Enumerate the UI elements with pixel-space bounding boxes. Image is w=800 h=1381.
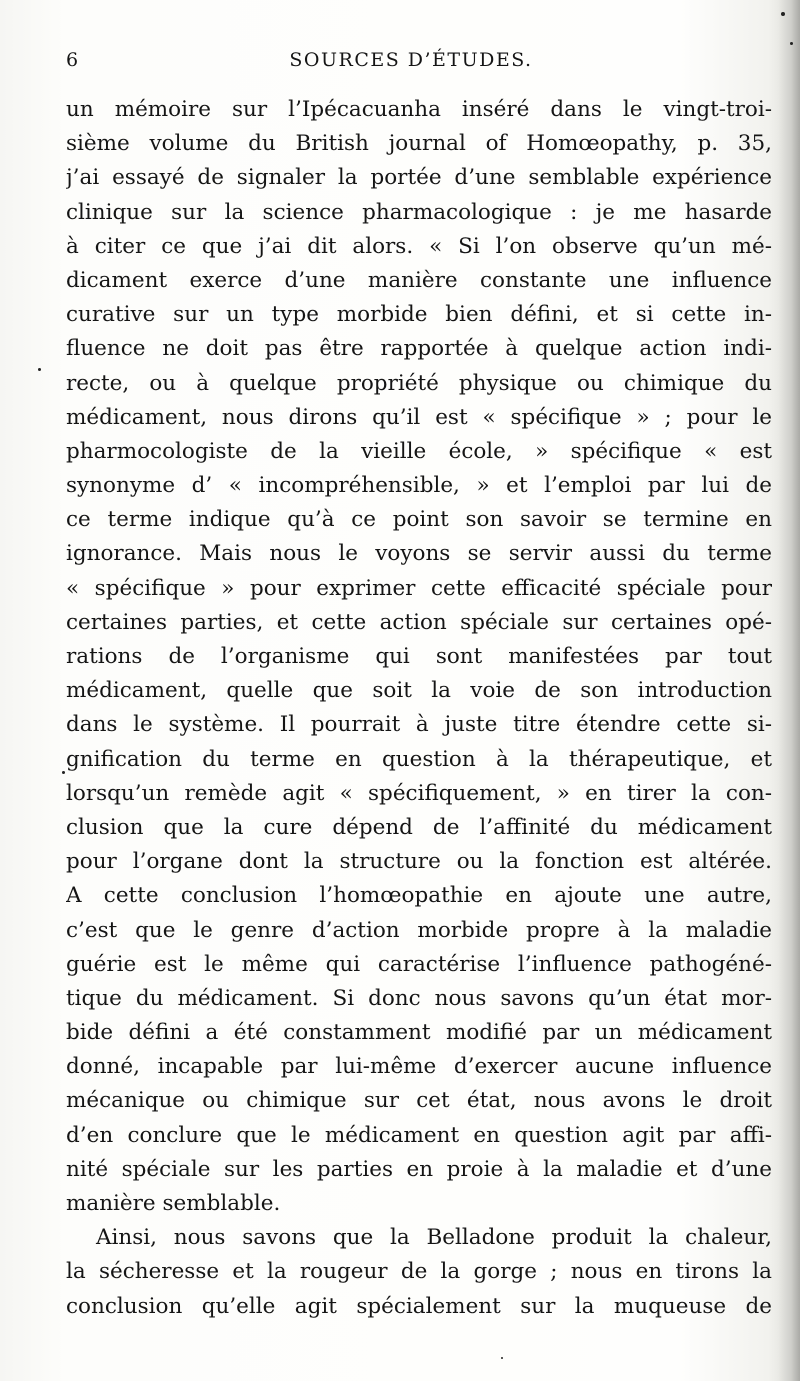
text-line: gnification du terme en question à la thérapeutique, et [66, 746, 772, 772]
running-head [66, 49, 756, 79]
text-line: médicament, nous dirons qu’il est « spécifique » ; pour le [66, 404, 772, 430]
text-line: un mémoire sur l’Ipécacuanha inséré dans le vingt-troi- [66, 97, 772, 122]
text-line: dicament exerce d’une manière constante une influence [66, 267, 772, 293]
text-line: curative sur un type morbide bien défini, et si cette in- [66, 302, 772, 328]
text-line: mécanique ou chimique sur cet état, nous avons le droit [66, 1088, 772, 1114]
text-line: donné, incapable par lui-même d’exercer aucune influence [66, 1054, 772, 1080]
text-line: nité spéciale sur les parties en proie à la maladie et d’une [66, 1156, 772, 1182]
text-line: rations de l’organisme qui sont manifestées par tout [66, 644, 772, 669]
text-line: la sécheresse et la rougeur de la gorge ; nous en tirons la [66, 1259, 772, 1285]
text-line: clinique sur la science pharmacologique : je me hasarde [66, 199, 772, 225]
text-line: pour l’organe dont la structure ou la fonction est altérée. [66, 849, 772, 875]
text-line: tique du médicament. Si donc nous savons qu’un état mor- [66, 985, 772, 1011]
page-number: 6 [66, 49, 79, 71]
text-line: manière semblable. [66, 1191, 281, 1216]
text-line: sième volume du British journal of Homœopathy, p. 35, [66, 131, 772, 157]
text-line: d’en conclure que le médicament en question agit par affi- [66, 1122, 772, 1148]
text-line: Ainsi, nous savons que la Belladone produit la chaleur, [96, 1225, 772, 1251]
page-edge-shadow [778, 0, 800, 1381]
text-line: synonyme d’ « incompréhensible, » et l’emploi par lui de [66, 473, 772, 499]
text-line: A cette conclusion l’homœopathie en ajoute une autre, [66, 883, 772, 909]
text-line: médicament, quelle que soit la voie de son introduction [66, 678, 772, 704]
text-line: guérie est le même qui caractérise l’influence pathogéné- [66, 951, 772, 977]
text-line: bide défini a été constamment modifié par un médicament [66, 1020, 772, 1046]
text-line: conclusion qu’elle agit spécialement sur la muqueuse de [66, 1293, 772, 1319]
text-line: lorsqu’un remède agit « spécifiquement, » en tirer la con- [66, 780, 772, 806]
text-line: ignorance. Mais nous le voyons se servir aussi du terme [66, 541, 772, 567]
text-line: c’est que le genre d’action morbide propre à la maladie [66, 917, 772, 943]
text-line: « spécifique » pour exprimer cette efficacité spéciale pour [66, 575, 772, 601]
running-title: SOURCES D’ÉTUDES. [289, 49, 533, 71]
text-line: ce terme indique qu’à ce point son savoir se termine en [66, 507, 772, 533]
text-line: j’ai essayé de signaler la portée d’une semblable expérience [66, 165, 772, 191]
text-line: pharmocologiste de la vieille école, » spécifique « est [66, 438, 772, 464]
text-line: dans le système. Il pourrait à juste titre étendre cette si- [66, 712, 772, 738]
text-line: certaines parties, et cette action spéciale sur certaines opé- [66, 609, 772, 635]
body-text [66, 93, 772, 1324]
text-line: à citer ce que j’ai dit alors. « Si l’on observe qu’un mé- [66, 233, 772, 259]
text-line: recte, ou à quelque propriété physique ou chimique du [66, 370, 772, 396]
text-line: fluence ne doit pas être rapportée à quelque action indi- [66, 336, 772, 362]
text-line: clusion que la cure dépend de l’affinité du médicament [66, 814, 772, 840]
